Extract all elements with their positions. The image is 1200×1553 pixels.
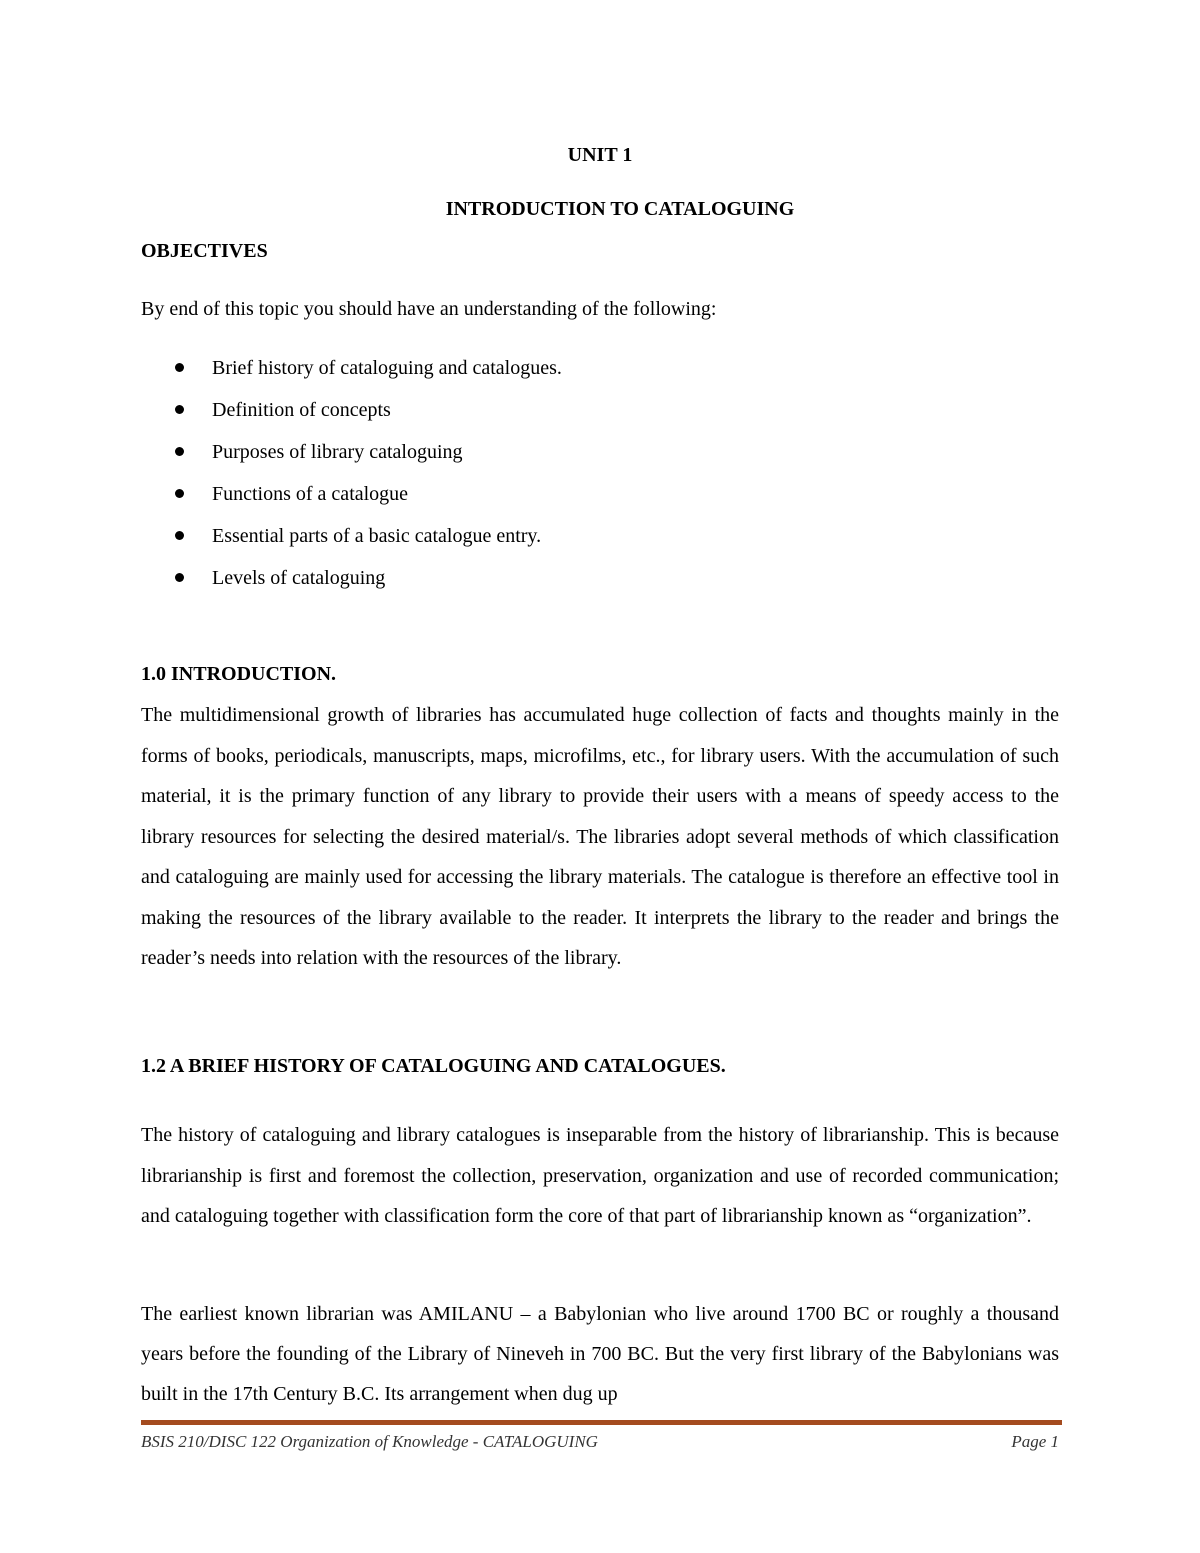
bullet-icon xyxy=(175,405,184,414)
objective-text: Functions of a catalogue xyxy=(212,483,409,505)
objective-text: Levels of cataloguing xyxy=(212,567,386,589)
bullet-icon xyxy=(175,489,184,498)
footer-page-number: Page 1 xyxy=(1011,1432,1059,1451)
bullet-icon xyxy=(175,363,184,372)
bullet-icon xyxy=(175,447,184,456)
objective-text: Brief history of cataloguing and catalogues. xyxy=(212,357,562,379)
objective-text: Purposes of library cataloguing xyxy=(212,441,463,463)
introduction-paragraph: The multidimensional growth of libraries has accumulated huge collection of facts and thoughts mainly in the forms of books, periodicals, manuscripts, maps, microfilms, etc., for library users. With the accumulation of such material, it is the primary function of any library to provide their users with a means of speedy access to the library resources for selecting the desired material/s. The libraries adopt several methods of which classification and cataloguing are mainly used for accessing the library materials. The catalogue is therefore an effective tool in making the resources of the library available to the reader. It interprets the library to the reader and brings the reader’s needs into relation with the resources of the library. xyxy=(141,704,1059,969)
footer-course-title: BSIS 210/DISC 122 Organization of Knowledge - CATALOGUING xyxy=(141,1432,598,1451)
unit-subtitle: INTRODUCTION TO CATALOGUING xyxy=(445,198,795,220)
objective-text: Definition of concepts xyxy=(212,399,391,421)
history-paragraph-1: The history of cataloguing and library catalogues is inseparable from the history of librarianship. This is because librarianship is first and foremost the collection, preservation, organization and use of recorded communication; and cataloguing together with classification form the core of that part of librarianship known as “organization”. xyxy=(141,1124,1059,1227)
footer-rule xyxy=(141,1420,1062,1425)
unit-title: UNIT 1 xyxy=(567,144,633,166)
objectives-intro: By end of this topic you should have an understanding of the following: xyxy=(141,298,717,320)
bullet-icon xyxy=(175,573,184,582)
bullet-icon xyxy=(175,531,184,540)
objective-text: Essential parts of a basic catalogue entry. xyxy=(212,525,542,547)
history-heading: 1.2 A BRIEF HISTORY OF CATALOGUING AND CATALOGUES. xyxy=(141,1055,726,1077)
introduction-heading: 1.0 INTRODUCTION. xyxy=(141,663,337,685)
objectives-heading: OBJECTIVES xyxy=(141,240,268,262)
history-paragraph-2: The earliest known librarian was AMILANU – a Babylonian who live around 1700 BC or roughly a thousand years before the founding of the Library of Nineveh in 700 BC. But the very first library of the Babylonians was built in the 17th Century B.C. Its arrangement when dug up xyxy=(141,1303,1059,1405)
